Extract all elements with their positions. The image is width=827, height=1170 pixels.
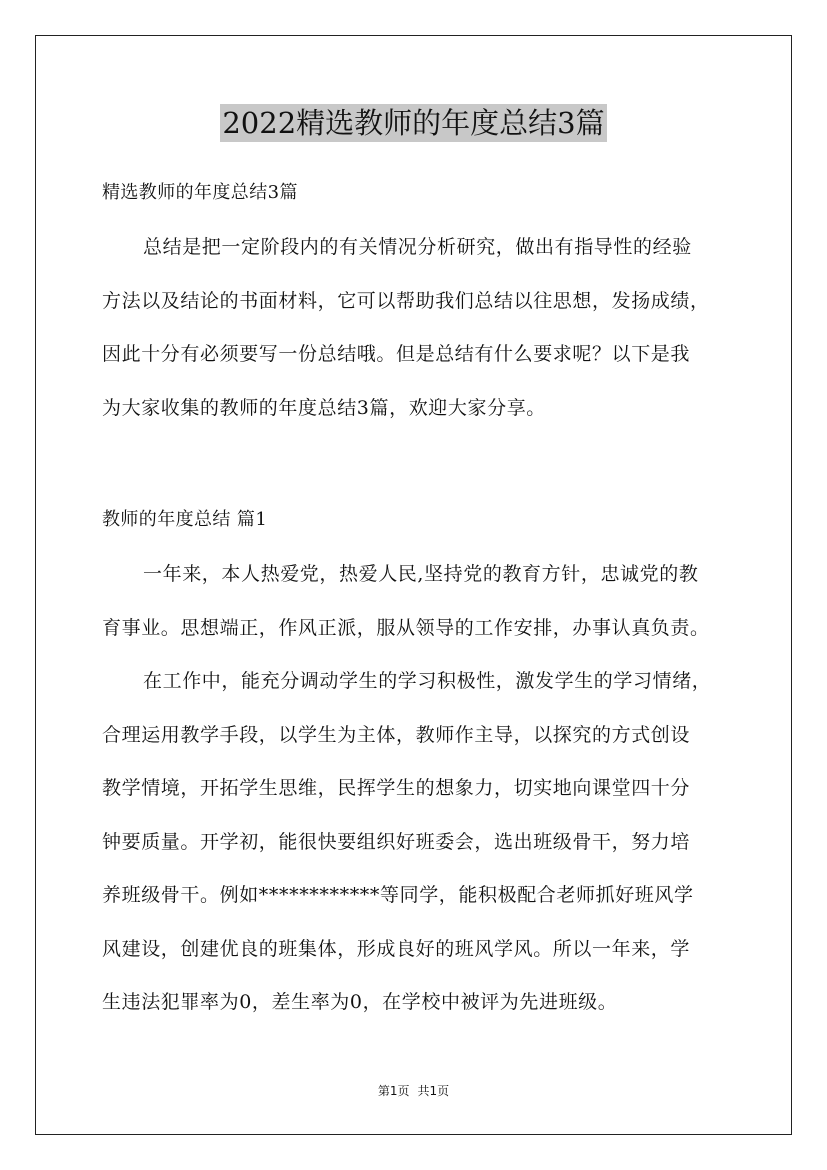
paragraph-line: 养班级骨干。例如************等同学，能积极配合老师抓好班风学 (102, 884, 694, 906)
title-container (0, 104, 827, 142)
document-title: 2022精选教师的年度总结3篇 (222, 106, 605, 140)
intro-line: 为大家收集的教师的年度总结3篇，欢迎大家分享。 (102, 396, 546, 419)
document-subtitle: 精选教师的年度总结3篇 (102, 182, 298, 203)
intro-paragraph (102, 221, 732, 435)
paragraph-line: 在工作中，能充分调动学生的学习积极性，激发学生的学习情绪， (143, 670, 712, 692)
intro-line: 因此十分有必须要写一份总结哦。但是总结有什么要求呢？以下是我 (102, 343, 691, 365)
paragraph-line: 教学情境，开拓学生思维，民挥学生的想象力，切实地向课堂四十分 (102, 777, 691, 799)
paragraph-line: 合理运用教学手段，以学生为主体，教师作主导，以探究的方式创设 (102, 723, 691, 746)
section-heading: 教师的年度总结 篇1 (102, 509, 268, 530)
page-total: 共1页 (417, 1084, 450, 1098)
paragraph-line: 育事业。思想端正，作风正派，服从领导的工作安排，办事认真负责。 (102, 616, 710, 639)
paragraph-line: 钟要质量。开学初，能很快要组织好班委会，选出班级骨干，努力培 (102, 830, 691, 853)
page-number: 第1页 (377, 1084, 410, 1098)
page-footer (0, 1083, 827, 1099)
paragraph-2 (102, 655, 732, 1030)
intro-line: 方法以及结论的书面材料，它可以帮助我们总结以往思想，发扬成绩， (102, 289, 710, 312)
intro-line: 总结是把一定阶段内的有关情况分析研究，做出有指导性的经验 (143, 236, 692, 258)
paragraph-1 (102, 548, 732, 655)
paragraph-line: 风建设，创建优良的班集体，形成良好的班风学风。所以一年来，学 (102, 937, 691, 960)
paragraph-line: 一年来，本人热爱党，热爱人民,坚持党的教育方针，忠诚党的教 (143, 563, 699, 585)
paragraph-line: 生违法犯罪率为0，差生率为0，在学校中被评为先进班级。 (102, 991, 618, 1013)
